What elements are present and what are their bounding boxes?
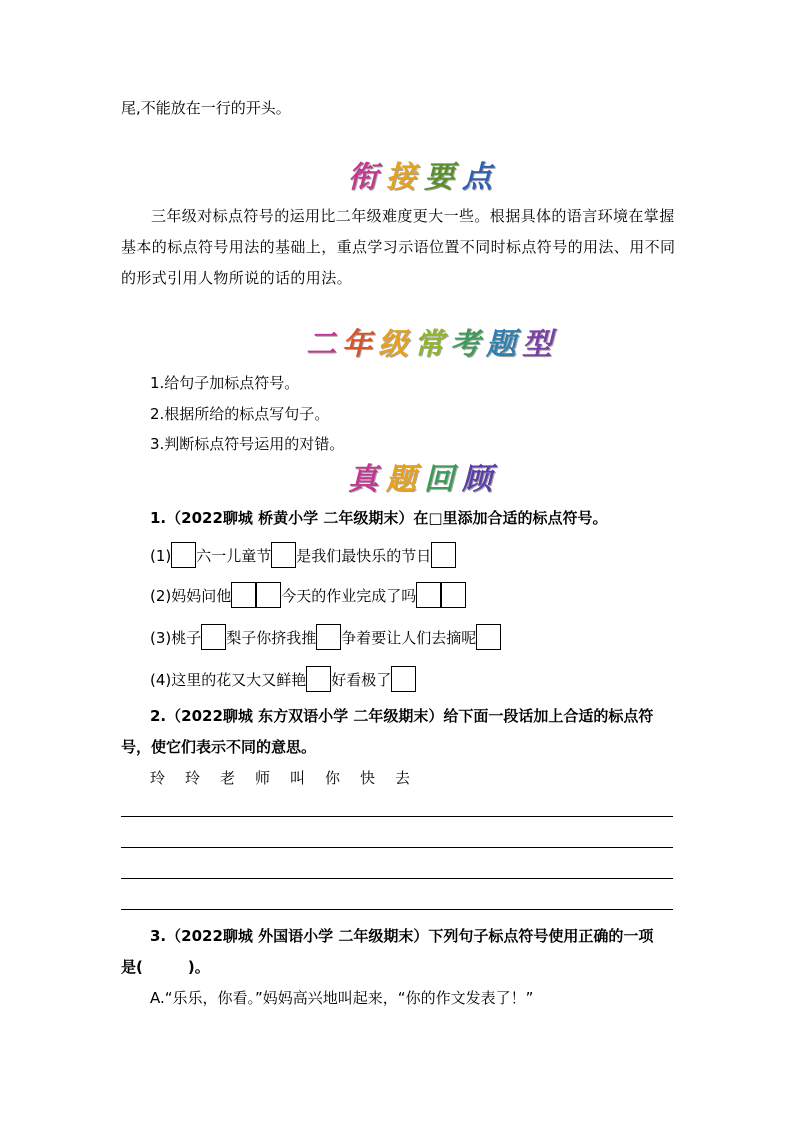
section-heading-connection-points [348, 160, 500, 196]
heading-char: 考 [450, 327, 486, 362]
question-1-title: 1.（2022聊城 桥黄小学 二年级期末）在□里添加合适的标点符号。 [150, 509, 608, 527]
row-text: (4)这里的花又大又鲜艳 [150, 671, 307, 689]
question-type-item: 3.判断标点符号运用的对错。 [150, 435, 345, 453]
answer-box[interactable] [271, 542, 296, 568]
row-text: 今天的作业完成了吗 [281, 587, 417, 605]
row-text: 六一儿童节 [196, 547, 272, 565]
row-text: 好看极了 [331, 671, 392, 689]
answer-line[interactable] [121, 909, 673, 910]
question-3-title-line-1: 3.（2022聊城 外国语小学 二年级期末）下列句子标点符号使用正确的一项 [150, 927, 654, 945]
question-2-character-row [150, 767, 430, 788]
sentence-char: 玲 [150, 769, 166, 787]
question-type-item: 2.根据所给的标点写句子。 [150, 405, 330, 423]
row-text: (3)桃子 [150, 629, 202, 647]
heading-char: 题 [486, 327, 522, 362]
row-text: 争着要让人们去摘呢 [341, 629, 477, 647]
answer-box[interactable] [256, 582, 281, 608]
sentence-char: 老 [220, 769, 236, 787]
answer-box[interactable] [201, 624, 226, 650]
heading-char: 顾 [462, 462, 500, 497]
answer-box[interactable] [476, 624, 501, 650]
row-text: (2)妈妈问他 [150, 587, 232, 605]
question-2-title-line-1: 2.（2022聊城 东方双语小学 二年级期末）给下面一段话加上合适的标点符 [150, 707, 654, 725]
connection-points-paragraph: 三年级对标点符号的运用比二年级难度更大一些。根据具体的语言环境在掌握基本的标点符号用法的基础上，重点学习示语位置不同时标点符号的用法、用不同的形式引用人物所说的话的用法。 [121, 207, 676, 287]
heading-char: 接 [386, 160, 424, 195]
section-heading-common-question-types [306, 327, 558, 363]
answer-box[interactable] [231, 582, 256, 608]
question-2-title-line-2: 号，使它们表示不同的意思。 [121, 738, 317, 756]
heading-char: 型 [522, 327, 558, 362]
row-text: 梨子你挤我推 [226, 629, 317, 647]
heading-char: 衔 [348, 160, 386, 195]
sentence-char: 去 [395, 769, 411, 787]
sentence-char: 叫 [290, 769, 306, 787]
answer-line[interactable] [121, 878, 673, 879]
intro-tail-text: 尾,不能放在一行的开头。 [121, 99, 291, 117]
heading-char: 题 [386, 462, 424, 497]
heading-char: 要 [424, 160, 462, 195]
question-3-title-line-2: 是( )。 [121, 958, 210, 976]
heading-char: 点 [462, 160, 500, 195]
question-1-row-3 [150, 620, 501, 650]
answer-box[interactable] [441, 582, 466, 608]
question-1-row-1 [150, 538, 456, 568]
heading-char: 回 [424, 462, 462, 497]
row-text: 是我们最快乐的节日 [296, 547, 432, 565]
answer-line[interactable] [121, 847, 673, 848]
question-1-row-4 [150, 662, 416, 692]
heading-char: 级 [378, 327, 414, 362]
answer-box[interactable] [431, 542, 456, 568]
answer-line[interactable] [121, 816, 673, 817]
heading-char: 真 [348, 462, 386, 497]
heading-char: 年 [342, 327, 378, 362]
sentence-char: 快 [360, 769, 376, 787]
question-3-option-a[interactable]: A.“乐乐，你看。”妈妈高兴地叫起来，“你的作文发表了！” [150, 989, 534, 1007]
heading-char: 常 [414, 327, 450, 362]
question-type-item: 1.给句子加标点符号。 [150, 374, 300, 392]
answer-box[interactable] [316, 624, 341, 650]
answer-box[interactable] [306, 666, 331, 692]
section-heading-past-questions [348, 462, 500, 498]
answer-box[interactable] [171, 542, 196, 568]
sentence-char: 师 [255, 769, 271, 787]
question-1-row-2 [150, 578, 466, 608]
answer-box[interactable] [391, 666, 416, 692]
row-text: (1) [150, 547, 172, 565]
sentence-char: 你 [325, 769, 341, 787]
sentence-char: 玲 [185, 769, 201, 787]
heading-char: 二 [306, 327, 342, 362]
answer-box[interactable] [416, 582, 441, 608]
